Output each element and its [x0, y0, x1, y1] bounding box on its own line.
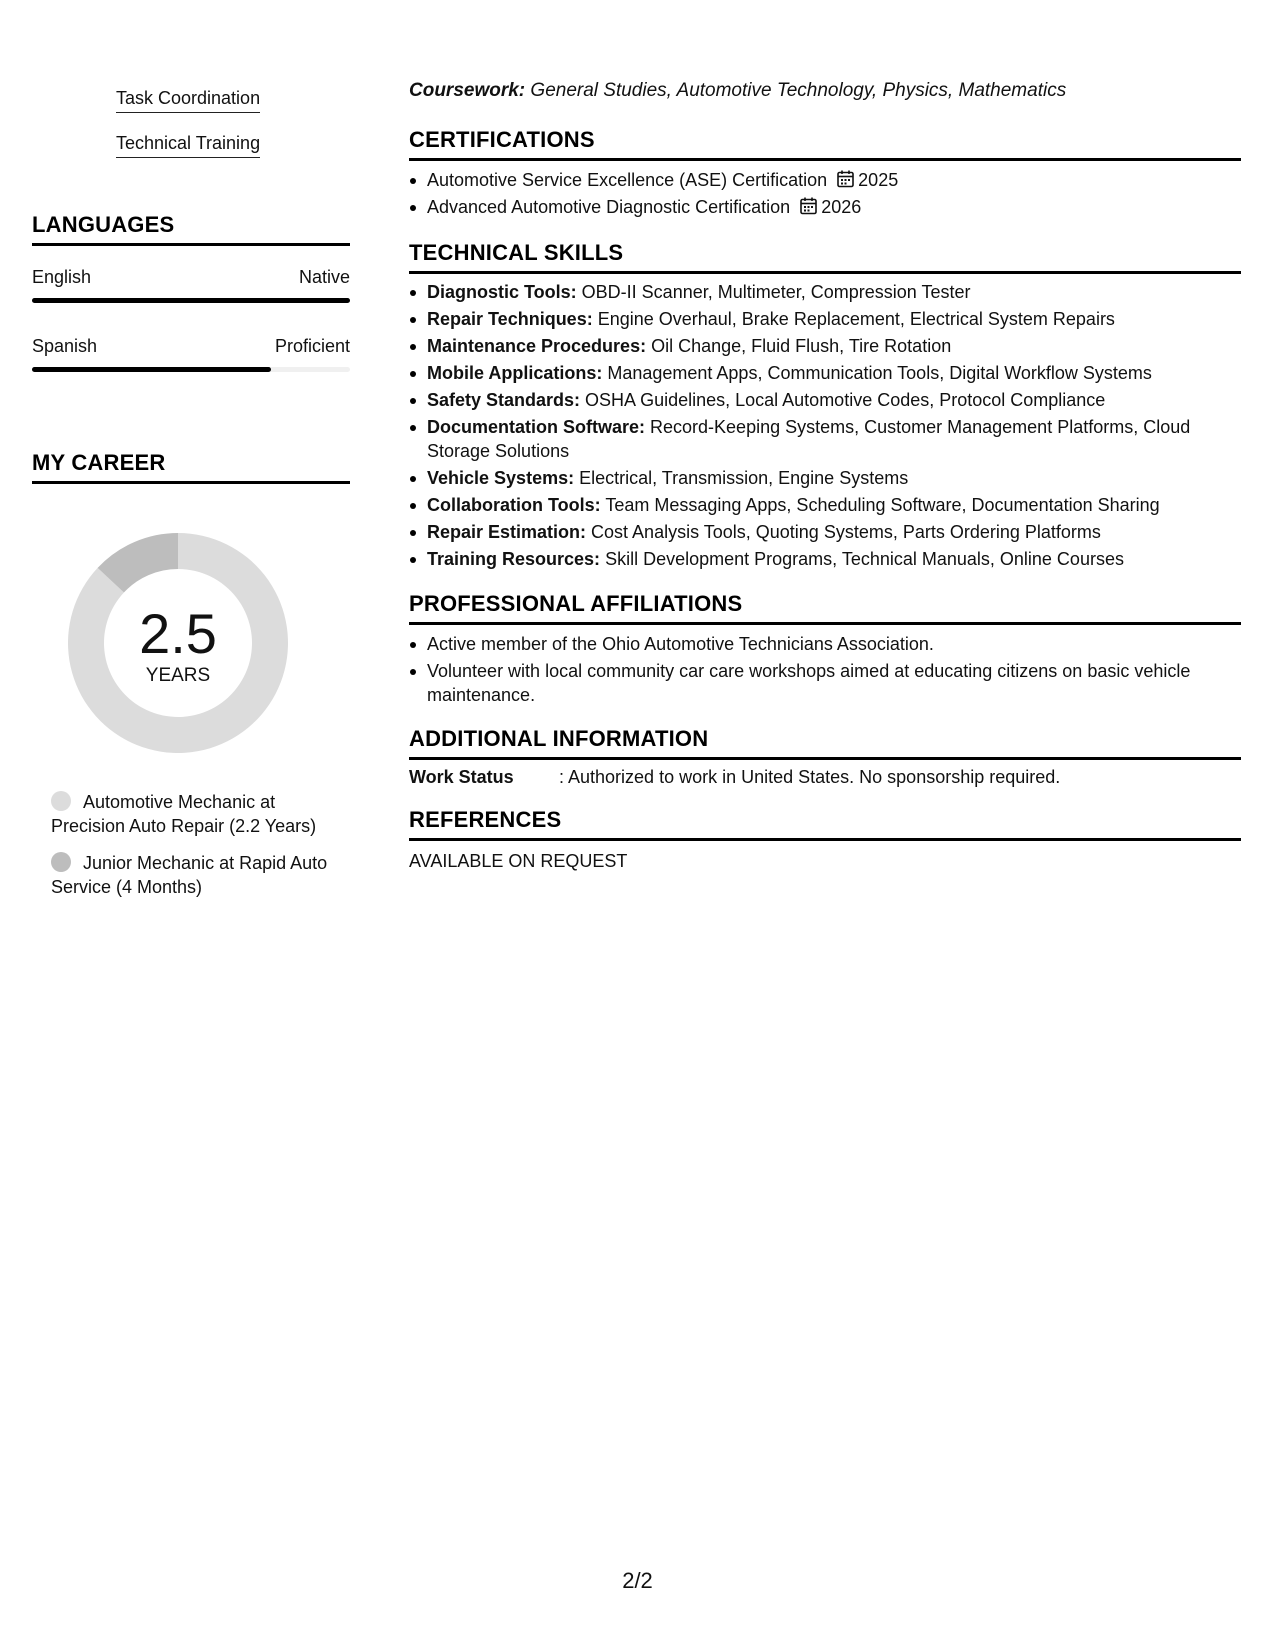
page-number: 2/2 [622, 1568, 653, 1593]
affiliation-item: Volunteer with local community car care workshops aimed at educating citizens on basic vehicle maintenance. [409, 659, 1241, 707]
career-legend-dot [51, 791, 71, 811]
technical-skill-item [409, 280, 1241, 304]
career-total-years: 2.5 [139, 602, 217, 665]
certification-item [409, 195, 1241, 219]
skill-label: Safety Standards: [427, 390, 581, 410]
skill-text: Electrical, Transmission, Engine Systems [574, 468, 909, 488]
career-years-label: YEARS [145, 665, 211, 686]
languages-heading: LANGUAGES [32, 212, 350, 246]
work-status-label: Work Status [409, 767, 514, 787]
affiliations-list [409, 632, 1241, 710]
skill-label: Mobile Applications: [427, 363, 603, 383]
language-name: English [32, 267, 92, 287]
technical-skill-item [409, 547, 1241, 571]
technical-skill-item [409, 388, 1241, 412]
skill-text: Oil Change, Fluid Flush, Tire Rotation [646, 336, 952, 356]
skill-label: Diagnostic Tools: [427, 282, 577, 302]
skill-label: Repair Techniques: [427, 309, 593, 329]
skill-tag: Technical Training [116, 133, 260, 158]
certification-item [409, 168, 1241, 192]
career-entry-text: Automotive Mechanic at Precision Auto Repair (2.2 Years) [51, 792, 317, 836]
skill-tag: Task Coordination [116, 88, 260, 113]
skill-text: Cost Analysis Tools, Quoting Systems, Parts Ordering Platforms [586, 522, 1101, 542]
career-entry [51, 790, 351, 838]
technical-skill-item [409, 520, 1241, 544]
affiliation-item: Active member of the Ohio Automotive Technicians Association. [409, 632, 1241, 656]
certification-name: Automotive Service Excellence (ASE) Certification [427, 170, 828, 190]
skill-text: Team Messaging Apps, Scheduling Software, Documentation Sharing [600, 495, 1160, 515]
skill-text: OSHA Guidelines, Local Automotive Codes, Protocol Compliance [580, 390, 1106, 410]
language-level: Native [298, 267, 350, 287]
language-bar [32, 367, 350, 372]
technical-skill-item [409, 466, 1241, 490]
career-donut [66, 531, 290, 755]
certification-name: Advanced Automotive Diagnostic Certification [427, 197, 791, 217]
certification-year: 2026 [821, 197, 862, 217]
technical-skills-list [409, 280, 1241, 574]
skill-text: Management Apps, Communication Tools, Digital Workflow Systems [602, 363, 1152, 383]
technical-skill-item [409, 493, 1241, 517]
language-bar-fill [32, 367, 271, 372]
career-legend-dot [51, 852, 71, 872]
calendar-icon [800, 197, 817, 215]
references-heading: REFERENCES [409, 807, 1241, 841]
career-entry [51, 851, 351, 899]
certification-year: 2025 [858, 170, 899, 190]
affiliations-heading: PROFESSIONAL AFFILIATIONS [409, 591, 1241, 625]
language-bar [32, 298, 350, 303]
skill-label: Vehicle Systems: [427, 468, 575, 488]
technical-skill-item [409, 307, 1241, 331]
technical-skill-item [409, 334, 1241, 358]
skill-text: Engine Overhaul, Brake Replacement, Electrical System Repairs [592, 309, 1115, 329]
technical-skill-item [409, 415, 1241, 463]
skill-label: Documentation Software: [427, 417, 646, 437]
certifications-heading: CERTIFICATIONS [409, 127, 1241, 161]
coursework [409, 80, 1066, 102]
language-bar-fill [32, 298, 350, 303]
skill-label: Maintenance Procedures: [427, 336, 647, 356]
language-name: Spanish [32, 336, 98, 356]
skill-label: Training Resources: [427, 549, 601, 569]
skill-text: Record-Keeping Systems, Customer Management Platforms, Cloud Storage Solutions [427, 417, 1191, 461]
coursework-label: Coursework: [409, 80, 526, 101]
technical-skill-item [409, 361, 1241, 385]
additional-info-heading: ADDITIONAL INFORMATION [409, 726, 1241, 760]
coursework-text: General Studies, Automotive Technology, Physics, Mathematics [525, 80, 1067, 101]
calendar-icon [837, 170, 854, 188]
career-heading: MY CAREER [32, 450, 350, 484]
work-status-text: : Authorized to work in United States. No sponsorship required. [559, 767, 1061, 787]
technical-skills-heading: TECHNICAL SKILLS [409, 240, 1241, 274]
career-entry-text: Junior Mechanic at Rapid Auto Service (4 Months) [51, 853, 328, 897]
work-status [409, 767, 1060, 788]
references-text: AVAILABLE ON REQUEST [409, 851, 628, 871]
skill-text: Skill Development Programs, Technical Manuals, Online Courses [600, 549, 1124, 569]
skill-label: Repair Estimation: [427, 522, 587, 542]
skill-text: OBD-II Scanner, Multimeter, Compression Tester [576, 282, 971, 302]
language-level: Proficient [274, 336, 350, 356]
certifications-list [409, 168, 1241, 222]
skill-label: Collaboration Tools: [427, 495, 601, 515]
